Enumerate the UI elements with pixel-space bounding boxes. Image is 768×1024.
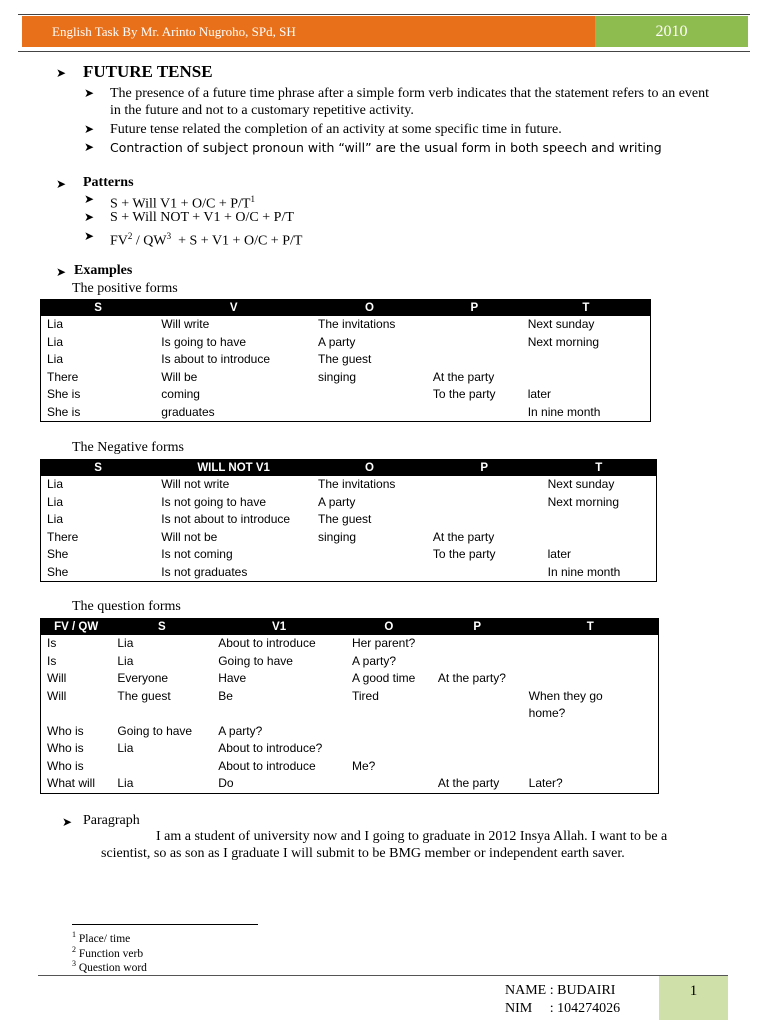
table-cell: A party? bbox=[218, 723, 263, 738]
table-cell bbox=[432, 653, 523, 671]
footnote bbox=[72, 930, 130, 945]
footnote bbox=[72, 959, 147, 974]
footnote-text: Question word bbox=[78, 961, 147, 974]
table-cell bbox=[432, 723, 523, 741]
table-cell bbox=[312, 386, 427, 404]
table-cell bbox=[346, 740, 432, 758]
table-cell bbox=[111, 758, 212, 776]
footnote-ref: 1 bbox=[250, 194, 255, 204]
table-cell bbox=[523, 758, 659, 776]
negative-caption: The Negative forms bbox=[72, 440, 184, 455]
table-cell: To the party bbox=[432, 547, 496, 561]
footnote-ref: 2 bbox=[127, 231, 133, 241]
table-cell: She is bbox=[47, 387, 81, 401]
paragraph-heading: Paragraph bbox=[83, 813, 140, 828]
table-row bbox=[41, 653, 659, 671]
table-cell: The guest bbox=[318, 352, 372, 366]
table-row bbox=[41, 476, 657, 494]
page-number: 1 bbox=[659, 976, 728, 1020]
table-row bbox=[41, 546, 657, 564]
table-cell: Next sunday bbox=[527, 317, 595, 331]
table-cell bbox=[523, 635, 659, 653]
table-cell: A good time bbox=[351, 671, 416, 685]
table-row bbox=[41, 775, 659, 793]
table-cell bbox=[427, 316, 522, 334]
paragraph-line-2: scientist, so as son as I graduate I will submit to be BMG member or independent earth saver. bbox=[101, 846, 625, 861]
table-cell: At the party bbox=[432, 529, 495, 544]
table-row bbox=[41, 635, 659, 653]
student-name: NAME : BUDAIRI bbox=[505, 983, 616, 998]
table-cell: Who is bbox=[47, 741, 84, 755]
table-cell: Be bbox=[218, 688, 233, 703]
table-cell bbox=[427, 511, 542, 529]
positive-table bbox=[40, 299, 651, 422]
table-cell: What will bbox=[47, 776, 96, 790]
table-cell: Lia bbox=[47, 477, 64, 491]
table-cell: About to introduce bbox=[218, 636, 316, 650]
column-header: P bbox=[427, 460, 542, 477]
table-cell: Lia bbox=[117, 653, 134, 668]
table-cell bbox=[427, 334, 522, 352]
question-caption: The question forms bbox=[72, 599, 181, 614]
table-row bbox=[41, 386, 651, 404]
table-cell: later bbox=[547, 547, 571, 561]
table-header-row bbox=[41, 460, 657, 477]
table-row bbox=[41, 316, 651, 334]
table-cell: Next morning bbox=[547, 494, 620, 509]
table-cell: graduates bbox=[161, 404, 215, 419]
header-year: 2010 bbox=[595, 16, 748, 47]
column-header: O bbox=[312, 300, 427, 317]
patterns-heading-row bbox=[56, 175, 134, 193]
table-cell bbox=[523, 723, 659, 741]
table-cell: Will be bbox=[161, 369, 198, 384]
arrow-bullet-icon: ➤ bbox=[62, 815, 73, 829]
table-cell: She is bbox=[47, 404, 81, 419]
table-cell: Do bbox=[218, 776, 234, 790]
footnote-number: 3 bbox=[72, 959, 76, 968]
column-header: WILL NOT V1 bbox=[155, 460, 312, 477]
table-cell bbox=[542, 511, 657, 529]
positive-caption: The positive forms bbox=[72, 281, 178, 296]
table-row bbox=[41, 334, 651, 352]
table-cell bbox=[523, 653, 659, 671]
table-row bbox=[41, 351, 651, 369]
arrow-bullet-icon: ➤ bbox=[56, 66, 67, 80]
column-header: P bbox=[432, 619, 523, 636]
footnote-number: 1 bbox=[72, 930, 76, 939]
table-cell bbox=[432, 740, 523, 758]
footnote-text: Function verb bbox=[78, 947, 144, 960]
table-cell: Tired bbox=[351, 688, 379, 703]
table-cell: later bbox=[527, 387, 552, 401]
table-cell: There bbox=[47, 529, 79, 544]
table-cell: When they go home? bbox=[528, 688, 603, 720]
column-header: V bbox=[155, 300, 312, 317]
arrow-bullet-icon: ➤ bbox=[84, 192, 95, 206]
arrow-bullet-icon: ➤ bbox=[84, 122, 95, 136]
table-cell: Lia bbox=[47, 352, 64, 366]
table-cell: In nine month bbox=[527, 404, 601, 419]
paragraph-line-1: I am a student of university now and I going to graduate in 2012 Insya Allah. I want to be a bbox=[156, 829, 668, 844]
table-cell: Next sunday bbox=[547, 477, 615, 491]
table-cell: Is bbox=[47, 653, 57, 668]
table-cell: She bbox=[47, 564, 69, 579]
footnote bbox=[72, 945, 143, 960]
table-cell: singing bbox=[318, 369, 357, 384]
table-cell: singing bbox=[318, 529, 357, 544]
table-row bbox=[41, 564, 657, 582]
table-cell: Will not write bbox=[161, 477, 230, 491]
table-cell bbox=[432, 758, 523, 776]
question-table bbox=[40, 618, 659, 794]
intro-item-text: The presence of a future time phrase after a simple form verb indicates that the statement refers to an event in the future and not to a customary repetitive activity. bbox=[110, 86, 710, 118]
intro-item-text: Future tense related the completion of an activity at some specific time in future. bbox=[110, 122, 562, 137]
table-row bbox=[41, 404, 651, 422]
table-cell: About to introduce bbox=[218, 758, 316, 773]
table-cell: A party bbox=[318, 494, 356, 509]
table-cell bbox=[427, 564, 542, 582]
pattern-2: S + Will NOT + V1 + O/C + P/T bbox=[110, 210, 294, 225]
column-header: FV / QW bbox=[41, 619, 112, 636]
table-cell: Is not about to introduce bbox=[161, 512, 291, 526]
table-cell: A party bbox=[318, 334, 356, 349]
table-cell: She bbox=[47, 547, 69, 561]
table-cell: coming bbox=[161, 387, 200, 401]
column-header: S bbox=[41, 300, 156, 317]
table-cell: Lia bbox=[117, 636, 134, 650]
table-cell: In nine month bbox=[547, 564, 621, 579]
table-row bbox=[41, 369, 651, 387]
table-cell: At the party? bbox=[437, 671, 506, 685]
table-cell: Will bbox=[47, 688, 67, 703]
table-cell: Is not coming bbox=[161, 547, 233, 561]
table-cell bbox=[312, 404, 427, 422]
table-cell: Going to have bbox=[117, 723, 193, 738]
table-cell bbox=[523, 740, 659, 758]
table-cell bbox=[346, 775, 432, 793]
table-cell: Lia bbox=[117, 776, 134, 790]
table-cell bbox=[432, 635, 523, 653]
table-row bbox=[41, 688, 659, 723]
column-header: S bbox=[111, 619, 212, 636]
arrow-bullet-icon: ➤ bbox=[56, 265, 67, 279]
intro-item-text: Contraction of subject pronoun with “will” are the usual form in both speech and writing bbox=[110, 140, 662, 155]
table-cell bbox=[432, 688, 523, 723]
table-cell: Next morning bbox=[527, 334, 600, 349]
arrow-bullet-icon: ➤ bbox=[84, 86, 95, 100]
table-cell bbox=[312, 564, 427, 582]
table-cell: At the party bbox=[432, 369, 495, 384]
table-cell: Lia bbox=[47, 512, 64, 526]
paragraph-heading-row bbox=[62, 813, 140, 831]
column-header: O bbox=[312, 460, 427, 477]
column-header: S bbox=[41, 460, 156, 477]
table-row bbox=[41, 670, 659, 688]
footnote-number: 2 bbox=[72, 945, 76, 954]
footer-student-info bbox=[505, 982, 620, 1018]
pattern-3-rest: + S + V1 + O/C + P/T bbox=[171, 233, 303, 249]
table-cell: Is about to introduce bbox=[161, 352, 271, 366]
footnote-separator bbox=[72, 924, 258, 925]
table-cell: The guest bbox=[117, 688, 171, 703]
column-header: O bbox=[346, 619, 432, 636]
table-cell: There bbox=[47, 369, 79, 384]
table-cell: Is bbox=[47, 636, 57, 650]
table-cell: Everyone bbox=[117, 671, 169, 685]
table-row bbox=[41, 723, 659, 741]
column-header: T bbox=[522, 300, 651, 317]
table-cell: Will write bbox=[161, 317, 210, 331]
patterns-heading: Patterns bbox=[83, 175, 134, 190]
table-header-row bbox=[41, 300, 651, 317]
table-cell: Who is bbox=[47, 758, 84, 773]
table-cell: A party? bbox=[351, 653, 396, 668]
column-header: T bbox=[523, 619, 659, 636]
section-title: FUTURE TENSE bbox=[83, 62, 213, 81]
table-cell bbox=[523, 670, 659, 688]
footer-divider bbox=[38, 975, 728, 976]
table-cell bbox=[522, 351, 651, 369]
arrow-bullet-icon: ➤ bbox=[84, 229, 95, 243]
footnote-ref: 3 bbox=[166, 231, 172, 241]
footnote-text: Place/ time bbox=[78, 932, 131, 945]
table-cell: Is going to have bbox=[161, 334, 247, 349]
table-cell bbox=[427, 494, 542, 512]
table-cell bbox=[427, 476, 542, 494]
table-cell: The invitations bbox=[318, 317, 396, 331]
table-cell: Lia bbox=[47, 494, 64, 509]
table-cell: The invitations bbox=[318, 477, 396, 491]
section-title-row bbox=[56, 62, 213, 82]
pattern-1: S + Will V1 + O/C + P/T bbox=[110, 196, 251, 212]
arrow-bullet-icon: ➤ bbox=[84, 210, 95, 224]
table-cell: Lia bbox=[47, 334, 64, 349]
table-row bbox=[41, 740, 659, 758]
table-row bbox=[41, 494, 657, 512]
table-cell bbox=[427, 351, 522, 369]
table-cell bbox=[346, 723, 432, 741]
table-cell: About to introduce? bbox=[218, 741, 323, 755]
table-row bbox=[41, 758, 659, 776]
table-header-row bbox=[41, 619, 659, 636]
arrow-bullet-icon: ➤ bbox=[84, 140, 95, 154]
table-cell bbox=[522, 369, 651, 387]
table-row bbox=[41, 529, 657, 547]
table-cell: Lia bbox=[117, 741, 134, 755]
table-cell: To the party bbox=[432, 387, 496, 401]
table-cell: Going to have bbox=[218, 653, 293, 668]
table-cell: Is not graduates bbox=[161, 564, 248, 579]
table-cell: Have bbox=[218, 671, 247, 685]
table-cell bbox=[312, 546, 427, 564]
table-cell: Is not going to have bbox=[161, 494, 267, 509]
table-cell bbox=[427, 404, 522, 422]
header-title: English Task By Mr. Arinto Nugroho, SPd, SH bbox=[22, 16, 595, 47]
arrow-bullet-icon: ➤ bbox=[56, 177, 67, 191]
column-header: V1 bbox=[212, 619, 346, 636]
pattern-3-qw: / QW bbox=[132, 233, 167, 249]
table-row bbox=[41, 511, 657, 529]
student-nim: NIM : 104274026 bbox=[505, 1001, 621, 1016]
table-cell: Me? bbox=[351, 758, 376, 773]
table-cell: Will bbox=[47, 671, 67, 685]
table-cell: At the party bbox=[437, 776, 500, 790]
table-cell: Her parent? bbox=[351, 636, 416, 650]
table-cell bbox=[542, 529, 657, 547]
column-header: P bbox=[427, 300, 522, 317]
examples-heading-row bbox=[56, 263, 133, 281]
table-cell: Who is bbox=[47, 723, 84, 738]
table-cell: Will not be bbox=[161, 529, 218, 544]
examples-heading: Examples bbox=[74, 263, 133, 278]
column-header: T bbox=[542, 460, 657, 477]
table-cell: The guest bbox=[318, 512, 372, 526]
table-cell: Lia bbox=[47, 317, 64, 331]
pattern-3-fv: FV bbox=[110, 233, 128, 249]
table-cell: Later? bbox=[528, 776, 563, 790]
negative-table bbox=[40, 459, 657, 582]
